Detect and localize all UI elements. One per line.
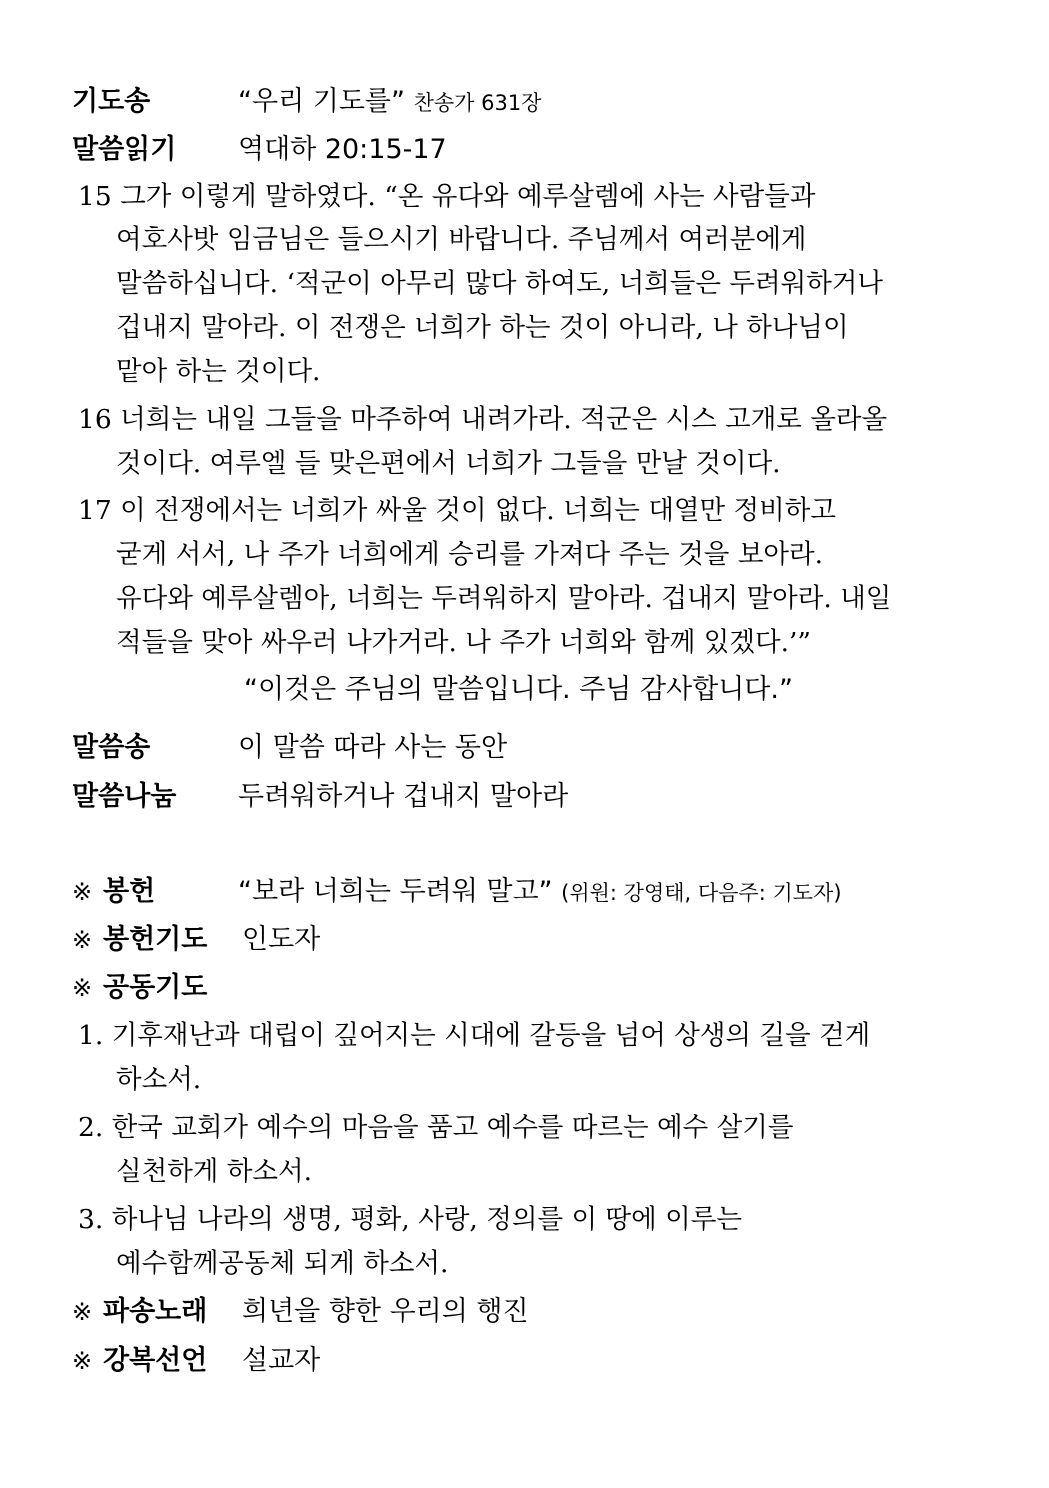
hymn-title: “우리 기도를”	[238, 86, 405, 117]
verse-16-line: 것이다. 여루엘 들 맞은편에서 너희가 그들을 만날 것이다.	[116, 448, 781, 479]
standing-mark: ※	[72, 1298, 93, 1326]
prayer-item-line: 1. 기후재난과 대립이 깊어지는 시대에 갈등을 넘어 상생의 길을 걷게	[78, 1020, 871, 1051]
song-title: 이 말씀 따라 사는 동안	[238, 732, 508, 763]
offering-label: 봉헌	[103, 876, 156, 907]
offering-title: “보라 너희는 두려워 말고”	[238, 876, 553, 907]
reading-label: 말씀읽기	[72, 134, 177, 165]
song-label: 말씀송	[72, 732, 151, 763]
standing-mark: ※	[72, 878, 93, 906]
offering-line	[238, 874, 842, 911]
offering-prayer-label: 봉헌기도	[103, 924, 208, 955]
hymn-line	[238, 84, 541, 121]
verse-16-line: 16 너희는 내일 그들을 마주하여 내려가라. 적군은 시스 고개로 올라올	[78, 404, 888, 435]
sharing-title: 두려워하거나 겁내지 말아라	[238, 781, 569, 812]
prayer-item-line: 2. 한국 교회가 예수의 마음을 품고 예수를 따르는 예수 살기를	[78, 1112, 794, 1143]
standing-mark: ※	[72, 926, 93, 954]
verse-15-line: 15 그가 이렇게 말하였다. “온 유다와 예루살렘에 사는 사람들과	[78, 181, 816, 212]
offering-prayer-leader: 인도자	[242, 924, 321, 955]
common-prayer-label: 공동기도	[103, 972, 208, 1003]
hymn-label: 기도송	[72, 86, 151, 117]
standing-mark: ※	[72, 974, 93, 1002]
verse-17-line: 적들을 맞아 싸우러 나가거라. 나 주가 너희와 함께 있겠다.’”	[116, 627, 811, 658]
prayer-item-line: 예수함께공동체 되게 하소서.	[116, 1248, 449, 1279]
standing-mark: ※	[72, 1347, 93, 1375]
sharing-label: 말씀나눔	[72, 781, 177, 812]
blessing-by: 설교자	[242, 1345, 321, 1376]
reading-reference: 역대하 20:15-17	[238, 134, 447, 165]
prayer-item-line: 실천하게 하소서.	[116, 1156, 313, 1187]
verse-15-line: 여호사밧 임금님은 들으시기 바랍니다. 주님께서 여러분에게	[116, 224, 807, 255]
blessing-label: 강복선언	[103, 1345, 208, 1376]
sending-song-title: 희년을 향한 우리의 행진	[242, 1296, 529, 1327]
sending-song-label: 파송노래	[103, 1296, 208, 1327]
prayer-item-line: 하소서.	[116, 1064, 202, 1095]
offering-note: (위원: 강영태, 다음주: 기도자)	[561, 881, 842, 905]
verse-15-line: 맡아 하는 것이다.	[116, 356, 321, 387]
verse-15-line: 겁내지 말아라. 이 전쟁은 너희가 하는 것이 아니라, 나 하나님이	[116, 312, 849, 343]
verse-17-line: 굳게 서서, 나 주가 너희에게 승리를 가져다 주는 것을 보아라.	[116, 539, 824, 570]
reading-response: “이것은 주님의 말씀입니다. 주님 감사합니다.”	[244, 674, 793, 705]
prayer-item-line: 3. 하나님 나라의 생명, 평화, 사랑, 정의를 이 땅에 이루는	[78, 1204, 742, 1235]
hymn-reference: 찬송가 631장	[413, 91, 542, 115]
verse-15-line: 말씀하십니다. ‘적군이 아무리 많다 하여도, 너희들은 두려워하거나	[116, 268, 883, 299]
verse-17-line: 유다와 예루살렘아, 너희는 두려워하지 말아라. 겁내지 말아라. 내일	[116, 583, 892, 614]
verse-17-line: 17 이 전쟁에서는 너희가 싸울 것이 없다. 너희는 대열만 정비하고	[78, 495, 836, 526]
